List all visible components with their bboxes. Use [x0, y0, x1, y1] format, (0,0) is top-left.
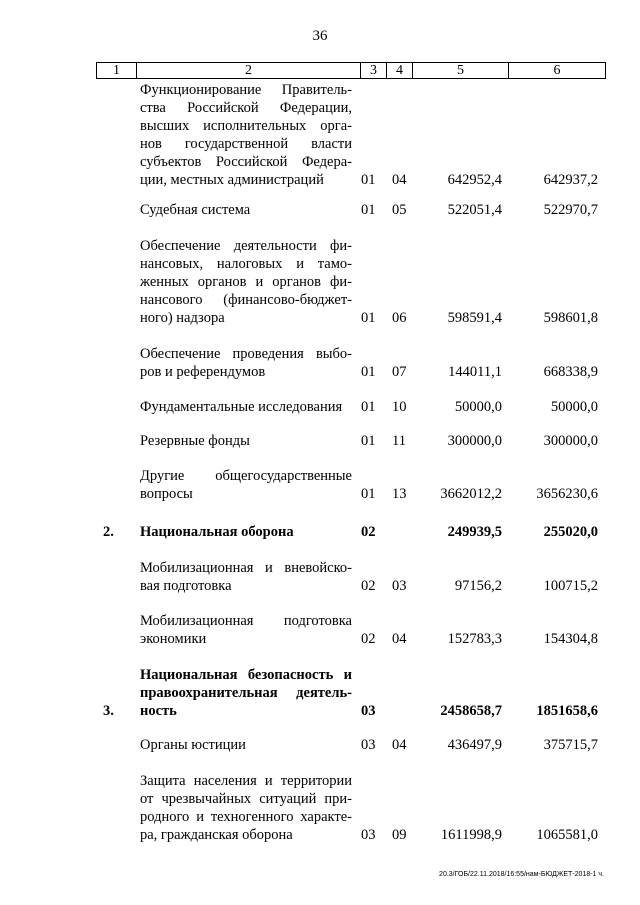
row-name-line: правоохранительная деятель-: [140, 685, 352, 701]
cell-c3: 03: [361, 703, 376, 719]
row-name-line: субъектов Российской Федера-: [140, 154, 352, 170]
row-name-line: Обеспечение проведения выбо-: [140, 346, 352, 362]
cell-c6: 1065581,0: [536, 827, 598, 843]
row-name-line: Органы юстиции: [140, 737, 246, 753]
cell-c6: 642937,2: [543, 172, 598, 188]
cell-c5: 522051,4: [447, 202, 502, 218]
row-name: [140, 467, 352, 503]
cell-c5: 598591,4: [447, 310, 502, 326]
cell-c6: 255020,0: [543, 524, 598, 540]
row-name: [140, 772, 352, 844]
row-name-line: нов государственной власти: [140, 136, 352, 152]
cell-c3: 02: [361, 578, 376, 594]
cell-c6: 1851658,6: [536, 703, 598, 719]
row-name-line: ра, гражданская оборона: [140, 827, 293, 843]
column-header-4: 4: [387, 63, 413, 78]
cell-c6: 3656230,6: [536, 486, 598, 502]
table-section-row: [0, 523, 640, 541]
document-footer-code: 20.3/ГОБ/22.11.2018/16:55/нам-БЮДЖЕТ-2018-1 ч.: [439, 871, 604, 878]
cell-c5: 152783,3: [447, 631, 502, 647]
row-name-line: ного) надзора: [140, 310, 225, 326]
page-number: 36: [312, 28, 328, 44]
cell-c4: 09: [392, 827, 407, 843]
table-row: [0, 345, 640, 381]
row-name-line: ров и референдумов: [140, 364, 266, 380]
cell-c6: 668338,9: [543, 364, 598, 380]
row-name-line: женных органов и органов фи-: [140, 274, 352, 290]
cell-c6: 300000,0: [543, 433, 598, 449]
row-name-line: от чрезвычайных ситуаций при-: [140, 791, 352, 807]
table-row: [0, 432, 640, 450]
cell-c3: 01: [361, 310, 376, 326]
row-name-line: Защита населения и территории: [140, 773, 352, 789]
row-name-line: нансовых, налоговых и тамо-: [140, 256, 352, 272]
cell-c4: 13: [392, 486, 407, 502]
row-name-line: нансового (финансово-бюджет-: [140, 292, 352, 308]
row-name-line: ства Российской Федерации,: [140, 100, 352, 116]
cell-c3: 03: [361, 827, 376, 843]
row-name-line: Функционирование Правитель-: [140, 82, 352, 98]
cell-c4: 06: [392, 310, 407, 326]
row-name: [140, 612, 352, 648]
row-name-line: Обеспечение деятельности фи-: [140, 238, 352, 254]
cell-c5: 50000,0: [454, 399, 502, 415]
row-name-line: Национальная безопасность и: [140, 667, 352, 683]
column-header-2: 2: [137, 63, 361, 78]
cell-c4: 04: [392, 172, 407, 188]
cell-c4: 04: [392, 631, 407, 647]
cell-c6: 522970,7: [543, 202, 598, 218]
row-name-line: Судебная система: [140, 202, 251, 218]
cell-c6: 154304,8: [543, 631, 598, 647]
row-name: [140, 201, 352, 219]
table-row: [0, 81, 640, 189]
cell-c5: 300000,0: [447, 433, 502, 449]
cell-c3: 02: [361, 524, 376, 540]
cell-c3: 01: [361, 172, 376, 188]
column-header-1: 1: [97, 63, 137, 78]
cell-c6: 598601,8: [543, 310, 598, 326]
table-row: [0, 736, 640, 754]
row-name-line: Мобилизационная подготовка: [140, 613, 352, 629]
cell-c5: 1611998,9: [440, 827, 502, 843]
row-name: [140, 666, 352, 720]
cell-c4: 05: [392, 202, 407, 218]
cell-c4: 11: [392, 433, 406, 449]
row-name-line: Резервные фонды: [140, 433, 250, 449]
row-name-line: Мобилизационная и вневойско-: [140, 560, 352, 576]
table-row: [0, 559, 640, 595]
row-number: 3.: [103, 703, 114, 719]
row-name: [140, 559, 352, 595]
cell-c3: 03: [361, 737, 376, 753]
cell-c3: 01: [361, 364, 376, 380]
cell-c5: 97156,2: [454, 578, 502, 594]
table-header-row: [96, 62, 606, 79]
row-name: [140, 237, 352, 327]
row-name-line: Национальная оборона: [140, 524, 294, 540]
table-row: [0, 201, 640, 219]
row-name: [140, 398, 352, 416]
cell-c5: 642952,4: [447, 172, 502, 188]
column-header-3: 3: [361, 63, 387, 78]
cell-c3: 01: [361, 486, 376, 502]
cell-c6: 50000,0: [550, 399, 598, 415]
table-row: [0, 467, 640, 503]
cell-c4: 07: [392, 364, 407, 380]
row-name-line: Фундаментальные исследования: [140, 399, 343, 415]
row-name-line: ции, местных администраций: [140, 172, 324, 188]
row-name-line: экономики: [140, 631, 207, 647]
row-name-line: высших исполнительных орга-: [140, 118, 352, 134]
row-name-line: вая подготовка: [140, 578, 232, 594]
cell-c5: 3662012,2: [440, 486, 502, 502]
table-row: [0, 772, 640, 844]
cell-c4: 04: [392, 737, 407, 753]
cell-c6: 100715,2: [543, 578, 598, 594]
cell-c6: 375715,7: [543, 737, 598, 753]
cell-c5: 249939,5: [447, 524, 502, 540]
row-name: [140, 432, 352, 450]
row-name-line: Другие общегосударственные: [140, 468, 352, 484]
table-row: [0, 237, 640, 327]
cell-c3: 02: [361, 631, 376, 647]
column-header-6: 6: [553, 63, 561, 78]
row-name: [140, 81, 352, 189]
cell-c3: 01: [361, 202, 376, 218]
cell-c4: 10: [392, 399, 407, 415]
table-row: [0, 398, 640, 416]
row-name: [140, 523, 352, 541]
row-name: [140, 736, 352, 754]
row-name-line: вопросы: [140, 486, 193, 502]
row-name: [140, 345, 352, 381]
row-name-line: ность: [140, 703, 177, 719]
cell-c5: 436497,9: [447, 737, 502, 753]
row-name-line: родного и техногенного характе-: [140, 809, 352, 825]
cell-c5: 144011,1: [448, 364, 502, 380]
table-row: [0, 612, 640, 648]
row-number: 2.: [103, 524, 114, 540]
column-header-5: 5: [413, 63, 509, 78]
cell-c5: 2458658,7: [440, 703, 502, 719]
cell-c3: 01: [361, 433, 376, 449]
cell-c3: 01: [361, 399, 376, 415]
cell-c4: 03: [392, 578, 407, 594]
table-section-row: [0, 666, 640, 720]
